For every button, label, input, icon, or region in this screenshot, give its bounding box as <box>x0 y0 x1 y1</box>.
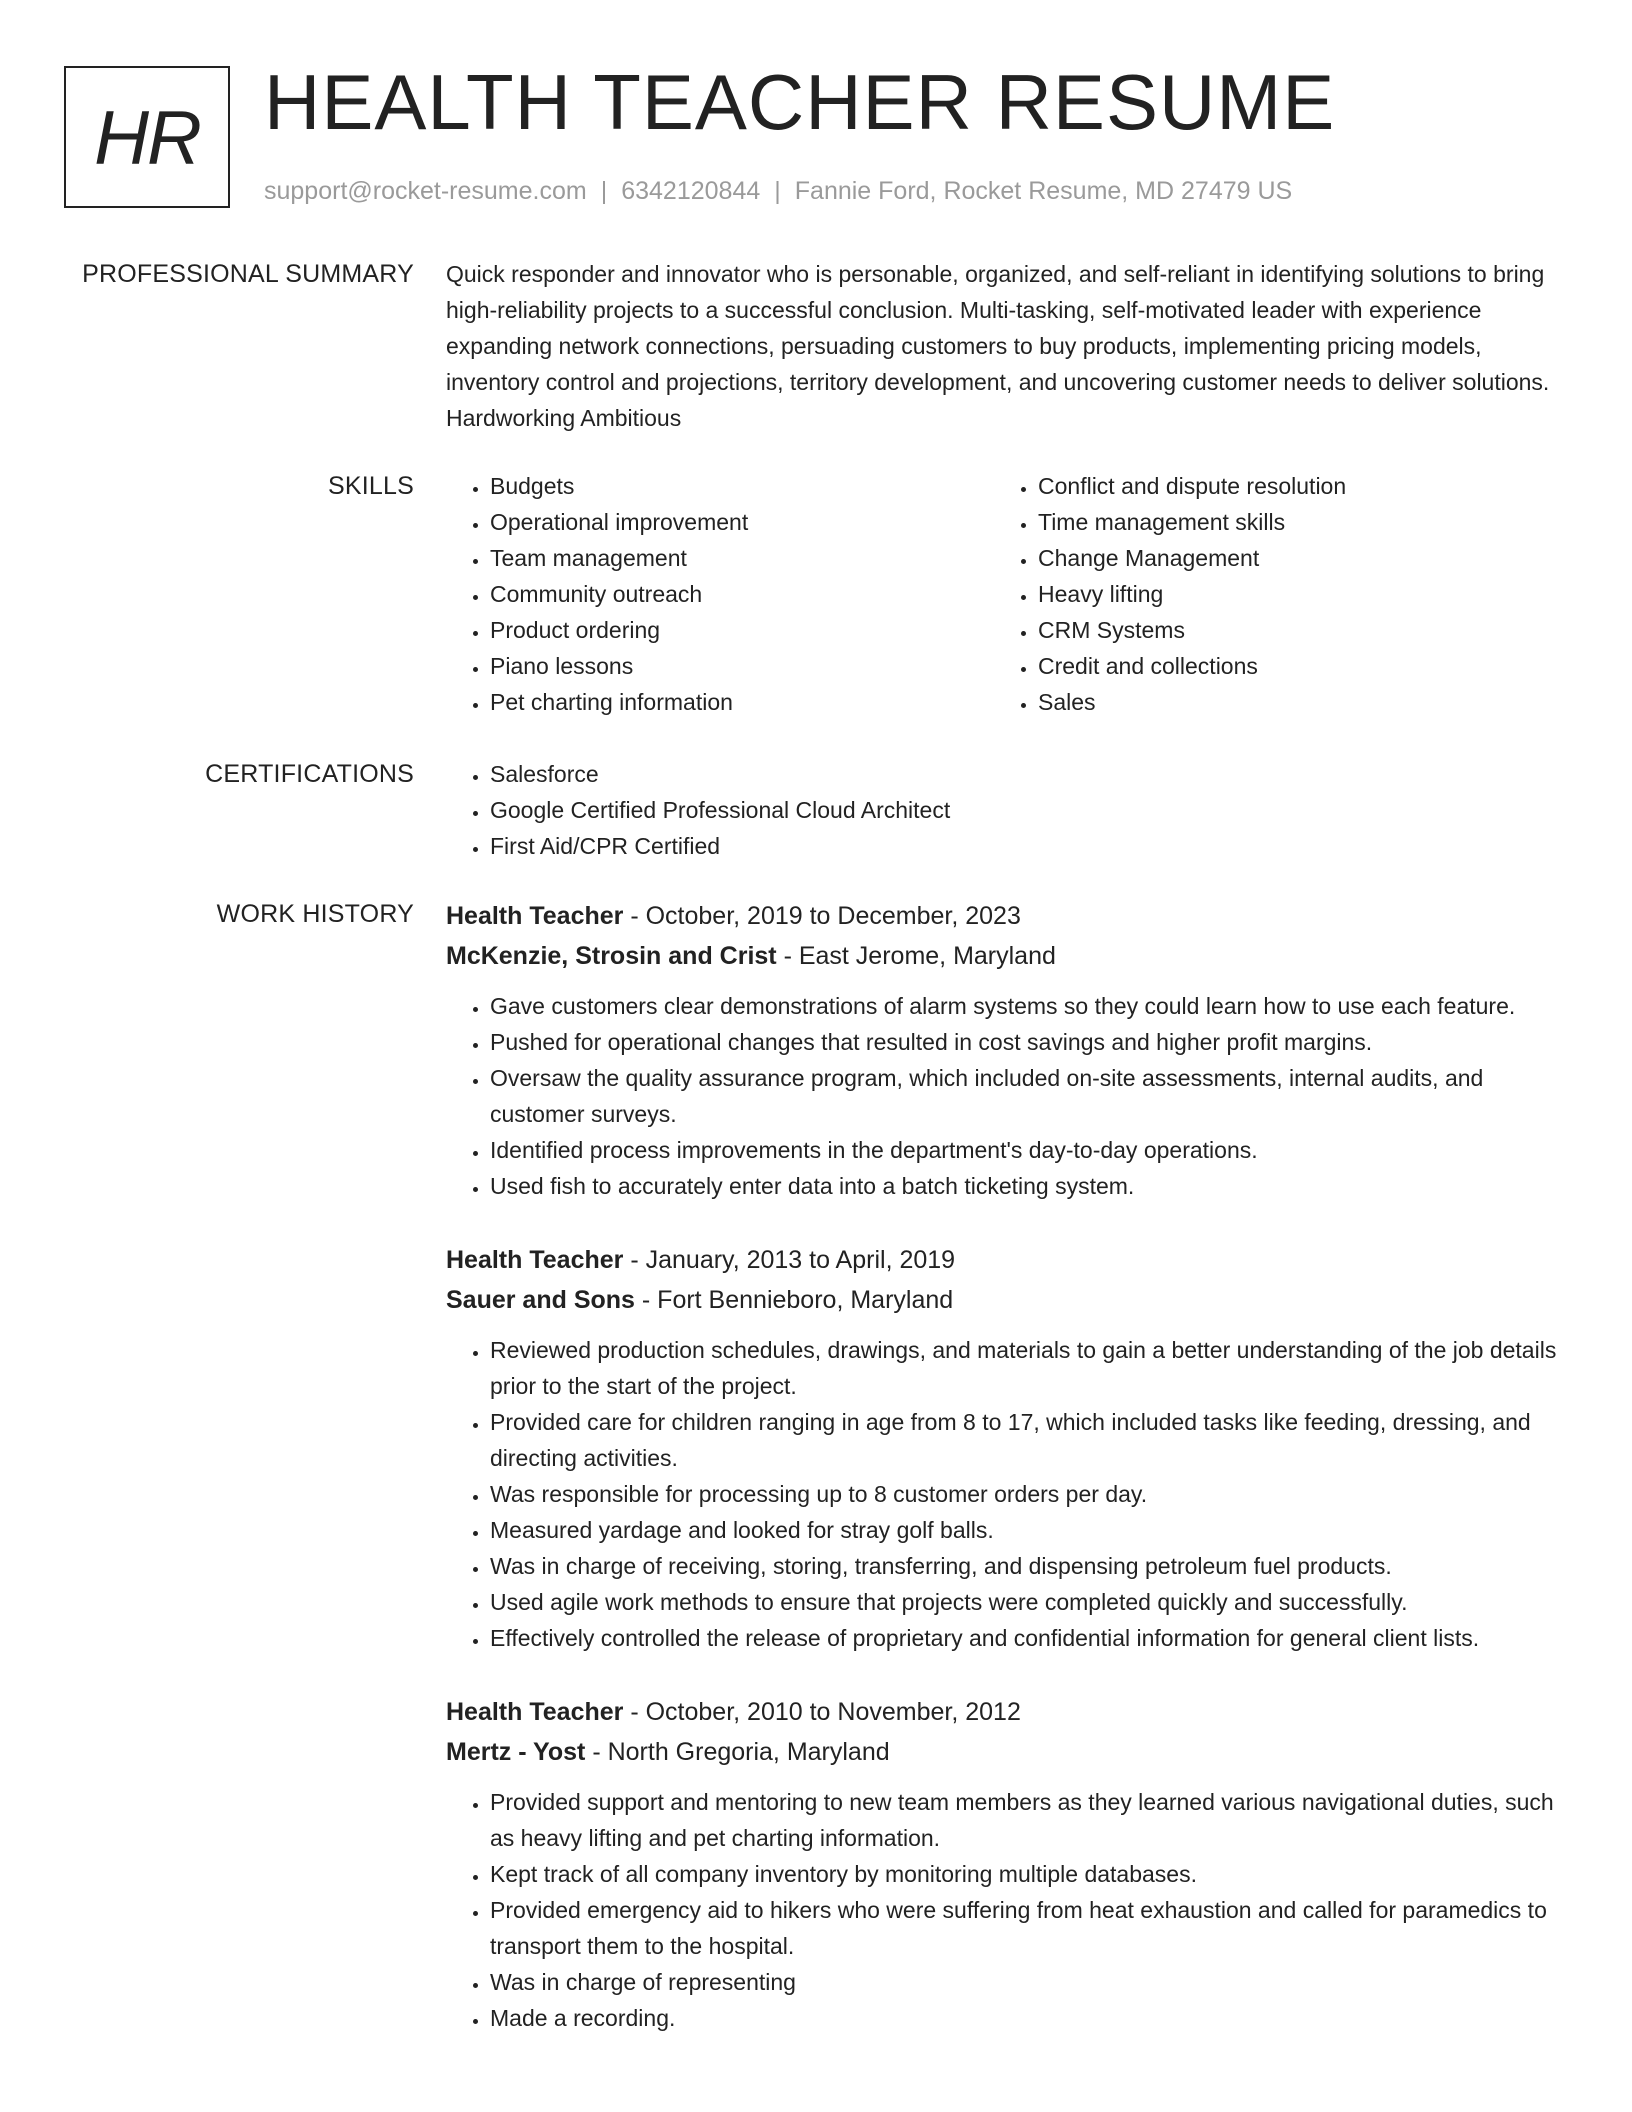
summary-body <box>446 256 1566 436</box>
job-bullet: • Provided emergency aid to hikers who were suffering from heat exhaustion and called for paramedics to transport them to the hospital. <box>490 1892 1566 1964</box>
job-entry <box>446 896 1566 1204</box>
job-company: Sauer and Sons <box>446 1286 635 1314</box>
skills-body <box>446 468 1566 720</box>
job-bullets <box>446 1784 1566 2036</box>
job-title: Health Teacher <box>446 1698 624 1726</box>
job-dates: - January, 2013 to April, 2019 <box>623 1246 956 1274</box>
skill-item: • Pet charting information <box>490 684 994 720</box>
job-bullet: • Was in charge of receiving, storing, transferring, and dispensing petroleum fuel products. <box>490 1548 1566 1584</box>
work-history-body <box>446 896 1566 2072</box>
resume-title: HEALTH TEACHER RESUME <box>264 58 1336 146</box>
certifications-body <box>446 756 1566 864</box>
job-bullet: • Pushed for operational changes that resulted in cost savings and higher profit margins. <box>490 1024 1566 1060</box>
skill-item: • Change Management <box>1038 540 1542 576</box>
skill-item: • Operational improvement <box>490 504 994 540</box>
summary-text: Quick responder and innovator who is personable, organized, and self-reliant in identifying solutions to bring high-reliability projects to a successful conclusion. Multi-tasking, self-motivated leader with experience expanding network connections, persuading customers to buy products, implementing pricing models, inventory control and projections, territory development, and uncovering customer needs to deliver solutions. Hardworking Ambitious <box>446 261 1550 431</box>
job-location: - Fort Bennieboro, Maryland <box>634 1286 954 1314</box>
job-entry <box>446 1240 1566 1656</box>
skills-column-left <box>446 468 994 720</box>
job-location: - East Jerome, Maryland <box>776 942 1056 970</box>
job-bullet: • Used fish to accurately enter data into a batch ticketing system. <box>490 1168 1566 1204</box>
monogram-logo <box>64 66 230 208</box>
job-company-line <box>446 936 1566 976</box>
skill-item: • Time management skills <box>1038 504 1542 540</box>
job-bullet: • Gave customers clear demonstrations of alarm systems so they could learn how to use each feature. <box>490 988 1566 1024</box>
skill-item: • Heavy lifting <box>1038 576 1542 612</box>
job-company-line <box>446 1280 1566 1320</box>
monogram-initials: HR <box>94 96 200 181</box>
job-bullet: • Was in charge of representing <box>490 1964 1566 2000</box>
skill-item: • Credit and collections <box>1038 648 1542 684</box>
job-bullet: • Effectively controlled the release of proprietary and confidential information for general client lists. <box>490 1620 1566 1656</box>
certifications-list <box>446 756 1566 864</box>
skills-list-right <box>994 468 1542 720</box>
job-company-line <box>446 1732 1566 1772</box>
job-bullet: • Used agile work methods to ensure that projects were completed quickly and successfully. <box>490 1584 1566 1620</box>
job-bullet: • Provided support and mentoring to new team members as they learned various navigational duties, such as heavy lifting and pet charting information. <box>490 1784 1566 1856</box>
job-entry <box>446 1692 1566 2036</box>
job-bullet: • Made a recording. <box>490 2000 1566 2036</box>
summary-heading: PROFESSIONAL SUMMARY <box>82 260 414 288</box>
certification-item: • Google Certified Professional Cloud Architect <box>490 792 1566 828</box>
work-history-heading: WORK HISTORY <box>216 900 414 928</box>
job-title: Health Teacher <box>446 1246 624 1274</box>
contact-line <box>264 173 1292 209</box>
job-bullet: • Provided care for children ranging in age from 8 to 17, which included tasks like feeding, dressing, and directing activities. <box>490 1404 1566 1476</box>
job-bullet: • Reviewed production schedules, drawings, and materials to gain a better understanding of the job details prior to the start of the project. <box>490 1332 1566 1404</box>
job-bullet: • Was responsible for processing up to 8 customer orders per day. <box>490 1476 1566 1512</box>
contact-separator: | <box>774 177 781 205</box>
job-bullet: • Kept track of all company inventory by monitoring multiple databases. <box>490 1856 1566 1892</box>
skill-item: • Community outreach <box>490 576 994 612</box>
job-bullet: • Measured yardage and looked for stray golf balls. <box>490 1512 1566 1548</box>
job-dates: - October, 2010 to November, 2012 <box>623 1698 1021 1726</box>
skills-list-left <box>446 468 994 720</box>
skills-heading: SKILLS <box>328 472 414 500</box>
certifications-heading: CERTIFICATIONS <box>205 760 414 788</box>
skill-item: • Budgets <box>490 468 994 504</box>
skill-item: • Piano lessons <box>490 648 994 684</box>
job-bullet: • Identified process improvements in the department's day-to-day operations. <box>490 1132 1566 1168</box>
job-title-line <box>446 1692 1566 1732</box>
job-bullet: • Oversaw the quality assurance program, which included on-site assessments, internal audits, and customer surveys. <box>490 1060 1566 1132</box>
certification-item: • First Aid/CPR Certified <box>490 828 1566 864</box>
job-company: McKenzie, Strosin and Crist <box>446 942 777 970</box>
job-location: - North Gregoria, Maryland <box>585 1738 890 1766</box>
job-bullets <box>446 1332 1566 1656</box>
skill-item: • Team management <box>490 540 994 576</box>
skill-item: • Conflict and dispute resolution <box>1038 468 1542 504</box>
job-dates: - October, 2019 to December, 2023 <box>623 902 1021 930</box>
job-title: Health Teacher <box>446 902 624 930</box>
skill-item: • Sales <box>1038 684 1542 720</box>
job-title-line <box>446 896 1566 936</box>
skill-item: • Product ordering <box>490 612 994 648</box>
contact-email: support@rocket-resume.com <box>264 177 587 205</box>
skill-item: • CRM Systems <box>1038 612 1542 648</box>
contact-address: Fannie Ford, Rocket Resume, MD 27479 US <box>794 177 1293 205</box>
contact-separator: | <box>600 177 608 205</box>
job-company: Mertz - Yost <box>446 1738 586 1766</box>
skills-column-right <box>994 468 1542 720</box>
contact-phone: 6342120844 <box>621 177 761 205</box>
certification-item: • Salesforce <box>490 756 1566 792</box>
skills-columns <box>446 468 1566 720</box>
job-title-line <box>446 1240 1566 1280</box>
job-bullets <box>446 988 1566 1204</box>
